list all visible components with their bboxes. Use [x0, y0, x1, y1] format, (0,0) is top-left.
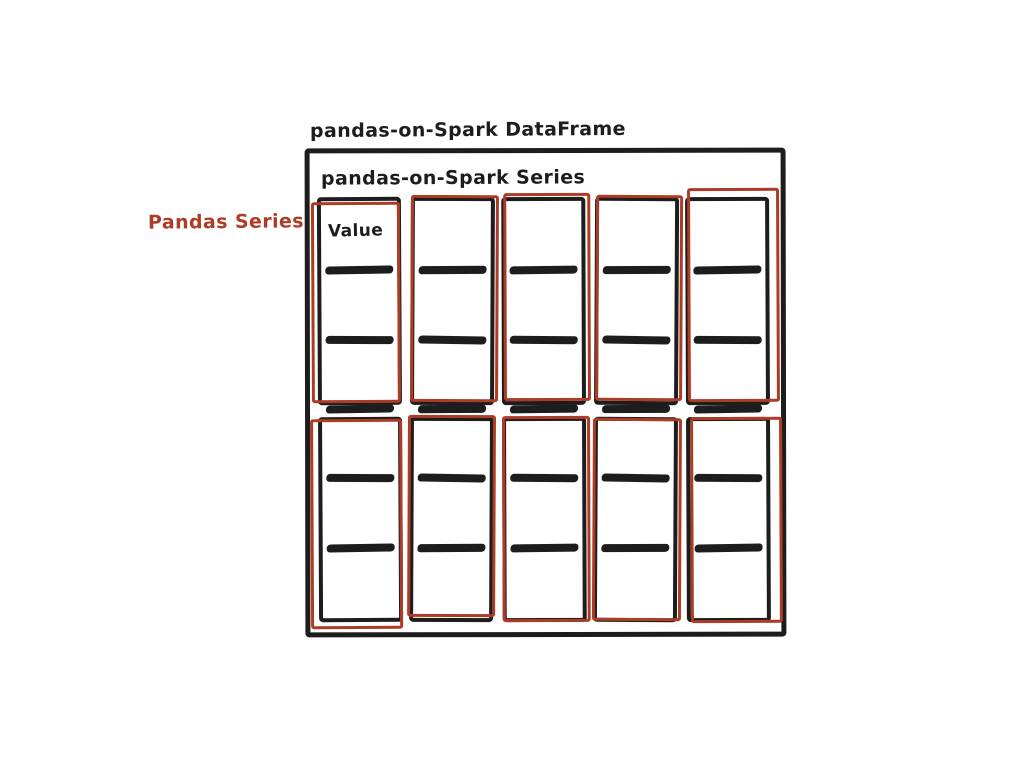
spark-partition-box-top	[501, 197, 586, 405]
data-row-dash	[602, 405, 670, 413]
data-row-dash	[510, 405, 578, 414]
spark-partition-box-bottom	[318, 417, 403, 622]
data-row-dash	[601, 544, 669, 552]
spark-column-4	[593, 197, 679, 627]
data-row-dash	[694, 336, 762, 344]
value-column-header: Value	[327, 220, 384, 242]
data-row-dash	[418, 335, 486, 344]
spark-partition-box-top	[410, 197, 495, 405]
spark-column-3	[501, 197, 587, 627]
data-row-dash	[602, 473, 670, 482]
data-row-dash	[603, 266, 671, 274]
spark-partition-box-bottom	[686, 417, 771, 622]
data-row-dash	[418, 473, 486, 482]
data-row-dash	[695, 543, 763, 552]
spark-partition-box-top	[594, 197, 679, 405]
spark-partition-box-bottom	[409, 417, 494, 622]
data-row-dash	[510, 544, 578, 553]
data-row-dash	[418, 405, 486, 413]
data-row-dash	[509, 266, 577, 275]
data-row-dash	[326, 336, 394, 344]
data-row-dash	[694, 474, 762, 482]
data-row-dash	[417, 544, 485, 552]
data-row-dash	[602, 335, 670, 344]
pandas-series-label: Pandas Series	[147, 210, 305, 234]
spark-partition-box-top	[685, 197, 770, 405]
data-row-dash	[693, 265, 761, 274]
data-row-dash	[326, 404, 394, 413]
data-row-dash	[419, 266, 487, 274]
data-row-dash	[510, 474, 578, 482]
data-row-dash	[326, 474, 394, 482]
data-row-dash	[327, 543, 395, 552]
data-row-dash	[694, 404, 762, 413]
pandas-on-spark-series-label: pandas-on-Spark Series	[320, 166, 586, 190]
spark-column-1	[317, 197, 403, 627]
spark-partition-box-bottom	[593, 417, 678, 622]
spark-column-2	[409, 197, 495, 627]
data-row-dash	[510, 336, 578, 344]
spark-column-5	[685, 197, 771, 627]
dataframe-title: pandas-on-Spark DataFrame	[309, 117, 626, 143]
data-row-dash	[325, 265, 393, 274]
spark-partition-box-bottom	[502, 417, 587, 622]
